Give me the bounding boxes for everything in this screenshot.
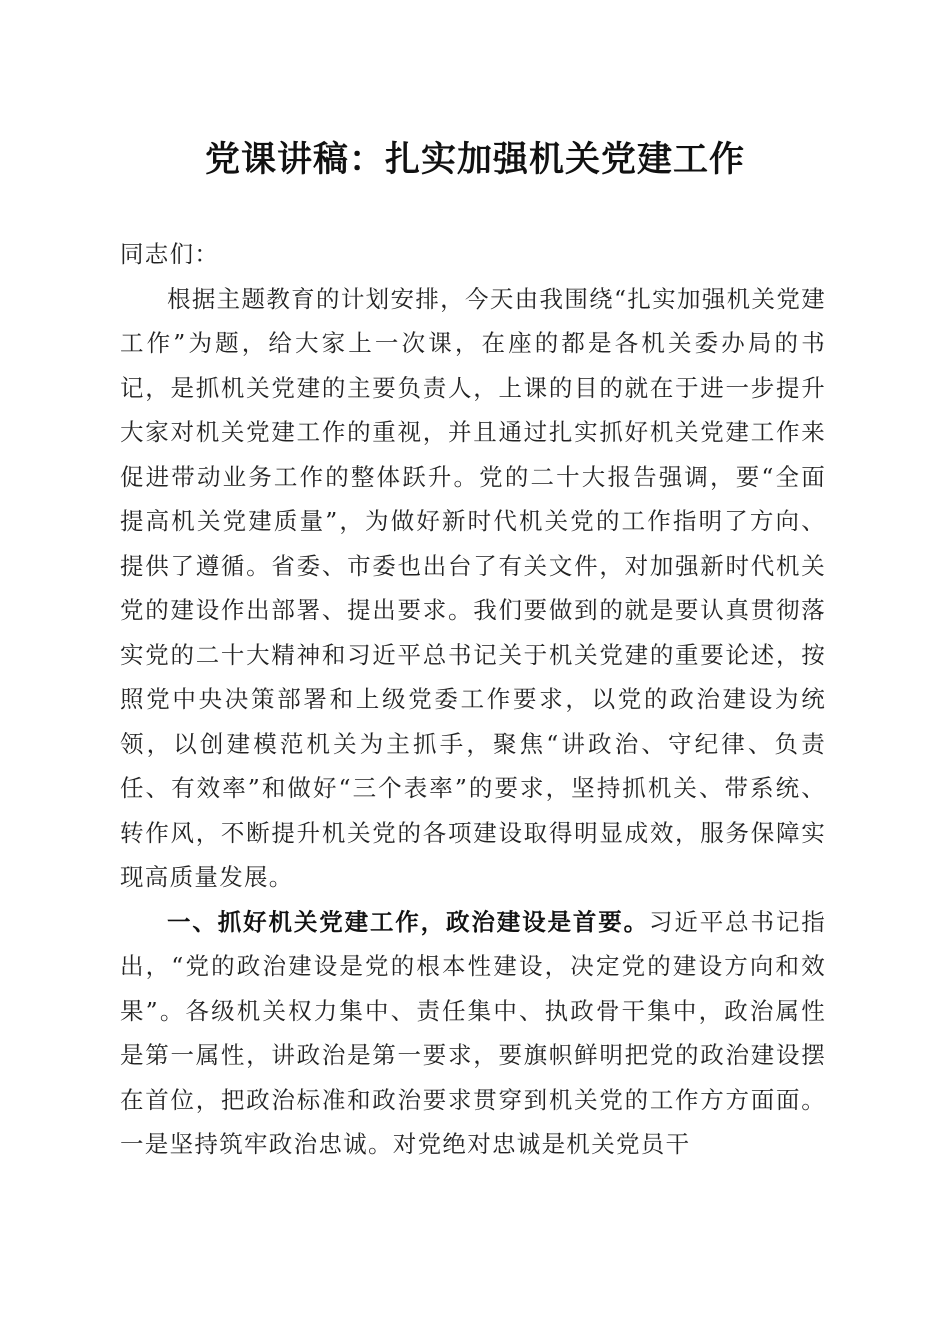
section-1-text: 习近平总书记指出，“党的政治建设是党的根本性建设，决定党的建设方向和效果”。各级机关权力集中、责任集中、执政骨干集中，政治属性是第一属性，讲政治是第一要求，要旗帜鲜明把党的政治建设摆在首位，把政治标准和政治要求贯穿到机关党的工作方方面面。一是坚持筑牢政治忠诚。对党绝对忠诚是机关党员干 <box>120 907 826 1158</box>
document-title: 党课讲稿：扎实加强机关党建工作 <box>204 139 745 180</box>
section-1-paragraph <box>120 900 826 1167</box>
salutation: 同志们： <box>120 240 220 268</box>
section-1-heading: 一、抓好机关党建工作，政治建设是首要。 <box>167 907 649 936</box>
document-body <box>120 232 826 1167</box>
intro-paragraph: 根据主题教育的计划安排，今天由我围绕“扎实加强机关党建工作”为题，给大家上一次课，在座的都是各机关委办局的书记，是抓机关党建的主要负责人，上课的目的就在于进一步提升大家对机关党建工作的重视，并且通过扎实抓好机关党建工作来促进带动业务工作的整体跃升。党的二十大报告强调，要“全面提高机关党建质量”，为做好新时代机关党的工作指明了方向、提供了遵循。省委、市委也出台了有关文件，对加强新时代机关党的建设作出部署、提出要求。我们要做到的就是要认真贯彻落实党的二十大精神和习近平总书记关于机关党建的重要论述，按照党中央决策部署和上级党委工作要求，以党的政治建设为统领，以创建模范机关为主抓手，聚焦“讲政治、守纪律、负责任、有效率”和做好“三个表率”的要求，坚持抓机关、带系统、转作风，不断提升机关党的各项建设取得明显成效，服务保障实现高质量发展。 <box>120 284 826 891</box>
